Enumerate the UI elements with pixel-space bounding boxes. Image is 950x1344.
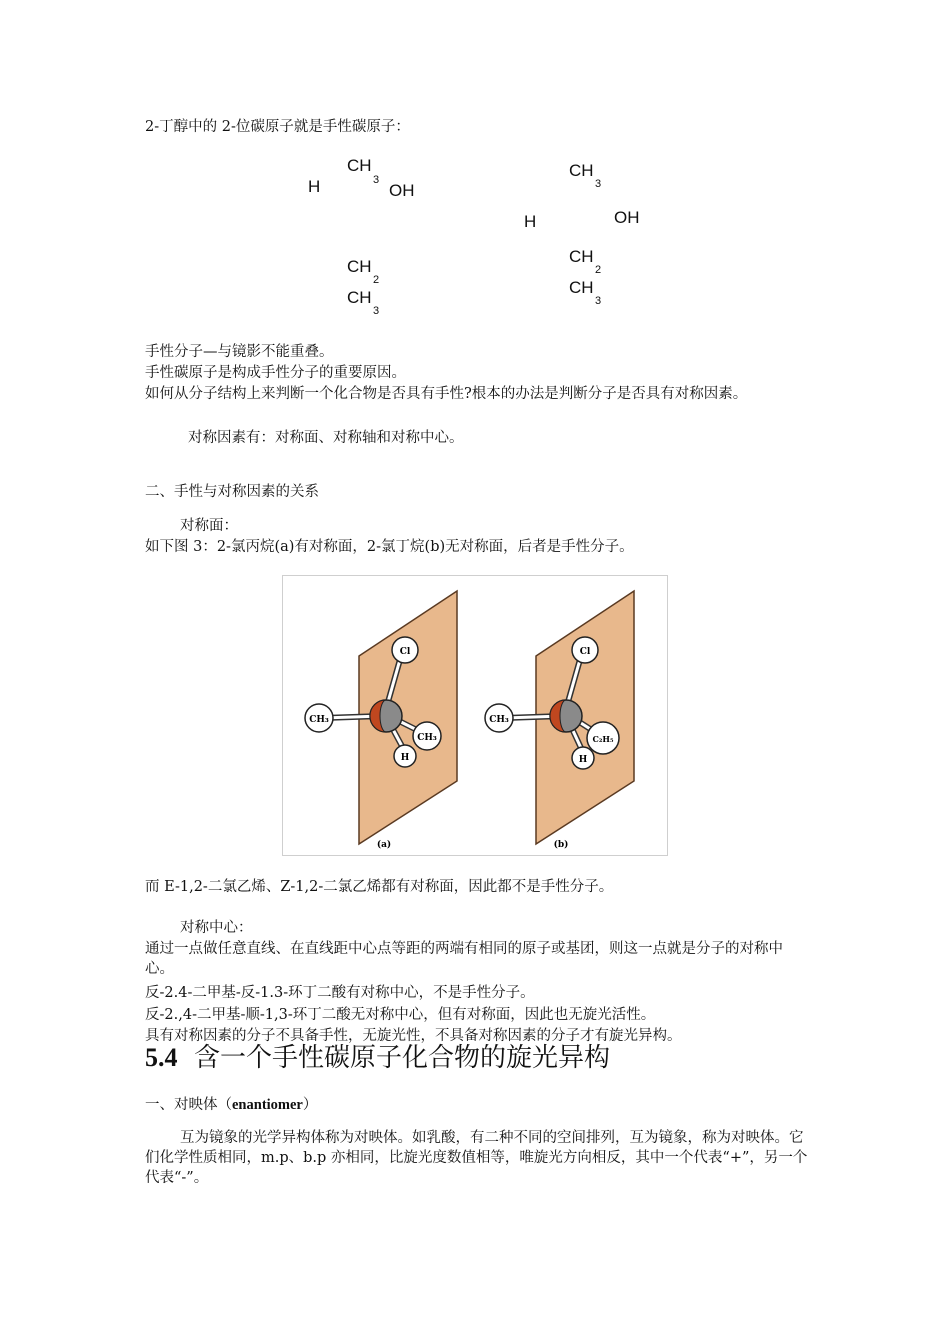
- ch3-top-right-sub: 3: [595, 178, 602, 190]
- paragraph-example-2: 反-2.,4-二甲基-顺-1,3-环丁二酸无对称中心，但有对称面，因此也无旋光活性。: [145, 1007, 656, 1023]
- atom-h-a-label: H: [400, 753, 410, 763]
- ch2-left-sub: 2: [373, 274, 380, 286]
- atom-ch3-left-a-label: CH₃: [309, 715, 329, 725]
- paragraph-chiral-molecule: 手性分子—与镜影不能重叠。: [145, 344, 334, 360]
- atom-h-b-label: H: [578, 755, 588, 765]
- paragraph-dichloroethene: 而 E-1,2-二氯乙烯、Z-1,2-二氯乙烯都有对称面，因此都不是手性分子。: [145, 879, 614, 895]
- ch3-top-left-sub: 3: [373, 174, 380, 186]
- figure-ball-stick-models: [282, 575, 668, 856]
- heading-chirality-symmetry: 二、手性与对称因素的关系: [145, 484, 319, 500]
- label-symmetry-plane: 对称面：: [180, 518, 238, 534]
- section-title-text: 含一个手性碳原子化合物的旋光异构: [194, 1043, 611, 1073]
- paragraph-symmetry-elements: 对称因素有：对称面、对称轴和对称中心。: [188, 430, 464, 446]
- paragraph-enantiomer-definition: 互为镜象的光学异构体称为对映体。如乳酸，有二种不同的空间排列，互为镜象，称为对映体。它们化学性质相同，m.p、b.p 亦相同，比旋光度数值相等，唯旋光方向相反，其中一个代表“+”，另一个代表“-”。: [145, 1130, 808, 1186]
- atom-ch3-right-a-label: CH₃: [417, 733, 437, 743]
- label-symmetry-center: 对称中心：: [180, 920, 253, 936]
- atom-cl-b-label: Cl: [579, 647, 591, 657]
- subheading-term: enantiomer: [232, 1097, 303, 1113]
- subheading-prefix: 一、对映体（: [145, 1097, 232, 1113]
- atom-cl-a-label: Cl: [399, 647, 411, 657]
- section-number: 5.4: [145, 1043, 178, 1072]
- model-a: [305, 591, 457, 850]
- intro-line: 2-丁醇中的 2-位碳原子就是手性碳原子：: [145, 119, 410, 135]
- subheading-enantiomer: [145, 1095, 317, 1115]
- oh-left: OH: [389, 181, 415, 200]
- atom-c2h5-b-label: C₂H₅: [592, 734, 614, 744]
- paragraph-chiral-carbon: 手性碳原子是构成手性分子的重要原因。: [145, 365, 406, 381]
- label-b: (b): [553, 840, 569, 850]
- figure-caption: 如下图 3：2-氯丙烷(a)有对称面，2-氯丁烷(b)无对称面，后者是手性分子。: [145, 539, 634, 555]
- oh-right: OH: [614, 208, 640, 227]
- atom-ch3-left-b-label: CH₃: [489, 715, 509, 725]
- paragraph-how-to-judge: 如何从分子结构上来判断一个化合物是否具有手性?根本的办法是判断分子是否具有对称因素。: [145, 386, 748, 402]
- model-b: [485, 591, 634, 850]
- label-a: (a): [376, 840, 392, 850]
- ch2-right-sub: 2: [595, 264, 602, 276]
- ch3-bottom-left: CH: [347, 288, 372, 307]
- ch3-bottom-right-sub: 3: [595, 295, 602, 307]
- ch3-top-left: CH: [347, 156, 372, 175]
- h-right: H: [524, 212, 537, 231]
- h-left: H: [308, 177, 321, 196]
- ch2-right: CH: [569, 247, 594, 266]
- ch3-bottom-right: CH: [569, 278, 594, 297]
- ch2-left: CH: [347, 257, 372, 276]
- subheading-suffix: ）: [302, 1097, 318, 1113]
- paragraph-conclusion: 具有对称因素的分子不具备手性，无旋光性，不具备对称因素的分子才有旋光异构。: [145, 1028, 682, 1044]
- ch3-bottom-left-sub: 3: [373, 305, 380, 317]
- paragraph-center-definition: 通过一点做任意直线、在直线距中心点等距的两端有相同的原子或基团，则这一点就是分子的对称中心。: [145, 941, 783, 977]
- ch3-top-right: CH: [569, 161, 594, 180]
- paragraph-example-1: 反-2.4-二甲基-反-1.3-环丁二酸有对称中心，不是手性分子。: [145, 985, 535, 1001]
- section-title: [145, 1037, 610, 1074]
